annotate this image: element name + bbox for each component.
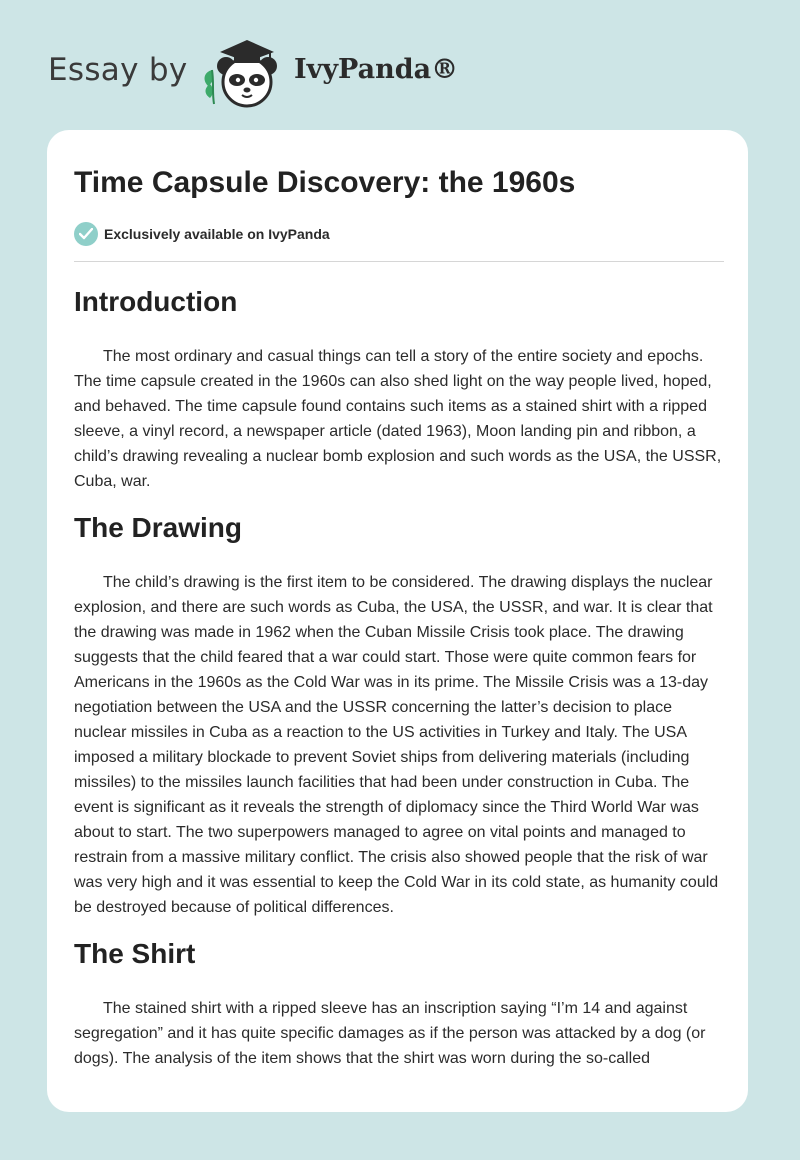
brand-prefix: Essay by — [48, 52, 188, 88]
section-heading: The Shirt — [74, 938, 196, 969]
page-title: Time Capsule Discovery: the 1960s — [74, 166, 576, 199]
section-the-shirt — [74, 932, 724, 1071]
site-header — [48, 34, 488, 114]
section-paragraph: The child’s drawing is the first item to be considered. The drawing displays the nuclear explosion, and there are such words as Cuba, the USA, the USSR, and war. It is clear that the drawing was made in 1962 when the Cuban Missile Crisis took place. The drawing suggests that the child feared that a war could start. Those were quite common fears for Americans in the 1960s as the Cold War was in its prime. The Missile Crisis was a 13-day negotiation between the USA and the USSR concerning the latter’s decision to place nuclear missiles in Cuba as a reaction to the US activities in Turkey and Italy. The USA imposed a military blockade to prevent Soviet ships from delivering materials (including missiles) to the missiles launch facilities that had been under construction in Cuba. The event is significant as it reveals the strength of diplomacy since the Third World War was about to start. The two superpowers managed to agree on vital points and managed to restrain from a massive military conflict. The crisis also showed people that the risk of war was very high and it was essential to keep the Cold War in its cold state, as humanity could be destroyed because of political differences. — [74, 574, 719, 916]
section-heading: The Drawing — [74, 512, 243, 543]
divider — [74, 261, 724, 262]
brand-name[interactable]: IvyPanda® — [294, 54, 459, 85]
exclusive-label: Exclusively available on IvyPanda — [104, 226, 330, 242]
section-paragraph: The most ordinary and casual things can tell a story of the entire society and epochs. The time capsule created in the 1960s can also shed light on the way people lived, hoped, and behaved. The time capsule found contains such items as a stained shirt with a ripped sleeve, a vinyl record, a newspaper article (dated 1963), Moon landing pin and ribbon, a child’s drawing revealing a nuclear bomb explosion and such words as the USA, the USSR, Cuba, war. — [74, 348, 722, 490]
section-paragraph: The stained shirt with a ripped sleeve has an inscription saying “I’m 14 and against segregation” and it has quite specific damages as if the person was attacked by a dog (or dogs). The analysis of the item shows that the shirt was worn during the so-called — [74, 1000, 706, 1067]
check-badge-icon — [74, 222, 98, 246]
essay-card — [47, 130, 748, 1112]
essay-body — [74, 280, 724, 1071]
section-introduction — [74, 280, 724, 494]
exclusive-badge — [74, 221, 330, 247]
section-the-drawing — [74, 506, 724, 920]
panda-graduation-cap-icon[interactable] — [200, 34, 292, 110]
section-heading: Introduction — [74, 286, 238, 317]
